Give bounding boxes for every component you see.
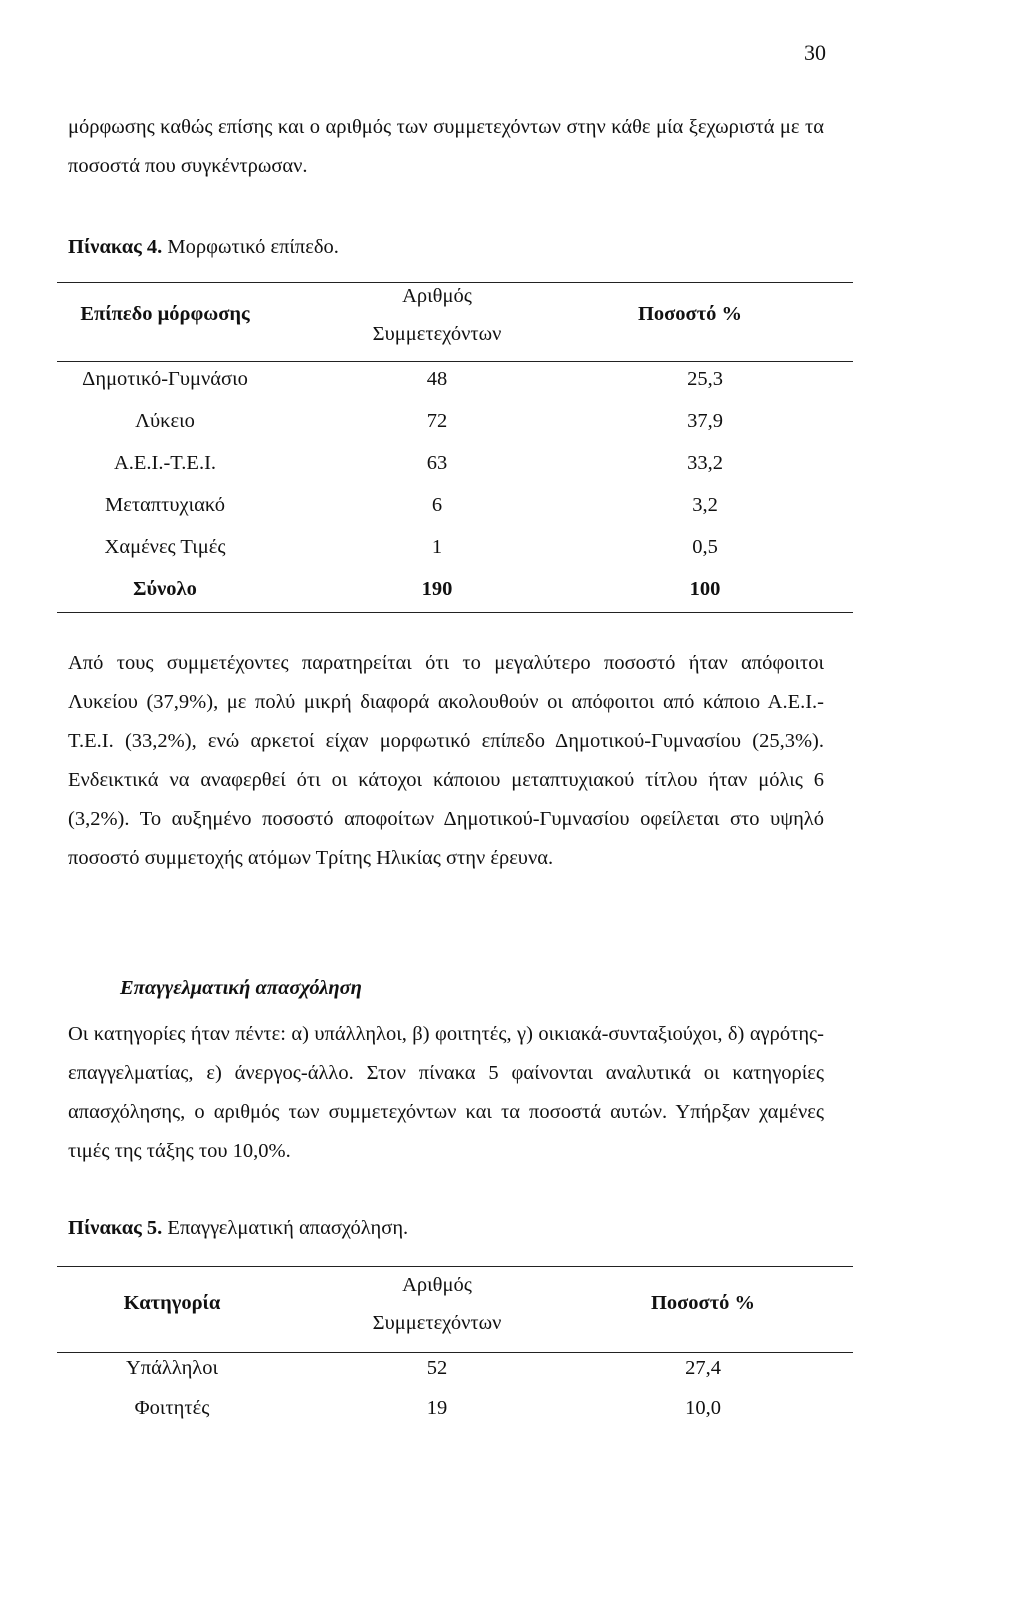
table5-top-rule bbox=[57, 1266, 853, 1267]
table4-header-level: Επίπεδο μόρφωσης bbox=[80, 303, 250, 325]
section-paragraph: Οι κατηγορίες ήταν πέντε: α) υπάλληλοι, β) φοιτητές, γ) οικιακά-συνταξιούχοι, δ) αγρότης-επαγγελματίας, ε) άνεργος-άλλο. Στον πίνακα 5 φαίνονται αναλυτικά οι κατηγορίες απασχόλησης, ο αριθμός των συμμετεχόντων και τα ποσοστά αυτών. Υπήρξαν χαμένες τιμές της τάξης του 10,0%. bbox=[68, 1023, 824, 1162]
table5-cell-category: Υπάλληλοι bbox=[125, 1357, 219, 1379]
table5-cell-percent: 10,0 bbox=[685, 1397, 721, 1419]
table4-cell-count: 72 bbox=[426, 410, 448, 432]
table4-cell-percent: 3,2 bbox=[692, 494, 718, 516]
page-number: 30 bbox=[804, 40, 826, 65]
table4-cell-percent: 33,2 bbox=[687, 452, 723, 474]
table4-cell-level: Α.Ε.Ι.-Τ.Ε.Ι. bbox=[113, 452, 217, 474]
table5-caption-label: Πίνακας 5. bbox=[68, 1217, 163, 1239]
table4-cell-percent: 25,3 bbox=[687, 368, 723, 390]
table4-cell-level: Δημοτικό-Γυμνάσιο bbox=[82, 368, 248, 390]
table5-cell-category: Φοιτητές bbox=[134, 1397, 210, 1419]
table4-cell-percent: 37,9 bbox=[687, 410, 723, 432]
table4-cell-level: Χαμένες Τιμές bbox=[104, 536, 226, 558]
table4-cell-count: 48 bbox=[426, 368, 448, 390]
table4-caption-label: Πίνακας 4. bbox=[68, 236, 163, 258]
table5-header-count-line2: Συμμετεχόντων bbox=[372, 1312, 502, 1334]
table5-cell-percent: 27,4 bbox=[685, 1357, 721, 1379]
table4-header-rule bbox=[57, 361, 853, 362]
table4-caption-text: Μορφωτικό επίπεδο. bbox=[162, 236, 339, 258]
table4-cell-count: 1 bbox=[431, 536, 443, 558]
table4-header-count-line1: Αριθμός bbox=[402, 285, 472, 307]
table5-header-count-line1: Αριθμός bbox=[402, 1274, 472, 1296]
table4-header-count-line2: Συμμετεχόντων bbox=[372, 323, 502, 345]
table5-cell-count: 19 bbox=[426, 1397, 448, 1419]
table5-header-category: Κατηγορία bbox=[123, 1292, 221, 1314]
intro-paragraph: μόρφωσης καθώς επίσης και ο αριθμός των συμμετεχόντων στην κάθε μία ξεχωριστά με τα ποσοστά που συγκέντρωσαν. bbox=[68, 116, 824, 177]
table5-header-percent: Ποσοστό % bbox=[650, 1292, 756, 1314]
table5-header-rule bbox=[57, 1352, 853, 1353]
table5-cell-count: 52 bbox=[426, 1357, 448, 1379]
table4-cell-count: 6 bbox=[431, 494, 443, 516]
table4-total-percent: 100 bbox=[689, 578, 721, 600]
table4-caption bbox=[68, 236, 339, 259]
table4-total-label: Σύνολο bbox=[133, 578, 197, 600]
table4-cell-percent: 0,5 bbox=[692, 536, 718, 558]
table5-caption-text: Επαγγελματική απασχόληση. bbox=[162, 1217, 409, 1239]
table4-total-count: 190 bbox=[421, 578, 453, 600]
table5-caption bbox=[68, 1217, 408, 1240]
section-heading: Επαγγελματική απασχόληση bbox=[120, 977, 362, 999]
analysis-paragraph: Από τους συμμετέχοντες παρατηρείται ότι το μεγαλύτερο ποσοστό ήταν απόφοιτοι Λυκείου (37,9%), με πολύ μικρή διαφορά ακολουθούν οι απόφοιτοι από κάποιο Α.Ε.Ι.-Τ.Ε.Ι. (33,2%), ενώ αρκετοί είχαν μορφωτικό επίπεδο Δημοτικού-Γυμνασίου (25,3%). Ενδεικτικά να αναφερθεί ότι οι κάτοχοι κάποιου μεταπτυχιακού τίτλου ήταν μόλις 6 (3,2%). Το αυξημένο ποσοστό αποφοίτων Δημοτικού-Γυμνασίου οφείλεται στο υψηλό ποσοστό συμμετοχής ατόμων Τρίτης Ηλικίας στην έρευνα. bbox=[68, 652, 824, 869]
table4-cell-count: 63 bbox=[426, 452, 448, 474]
table4-header-percent: Ποσοστό % bbox=[637, 303, 743, 325]
table4-bottom-rule bbox=[57, 612, 853, 613]
table4-top-rule bbox=[57, 282, 853, 283]
table4-cell-level: Μεταπτυχιακό bbox=[104, 494, 226, 516]
table4-cell-level: Λύκειο bbox=[135, 410, 195, 432]
